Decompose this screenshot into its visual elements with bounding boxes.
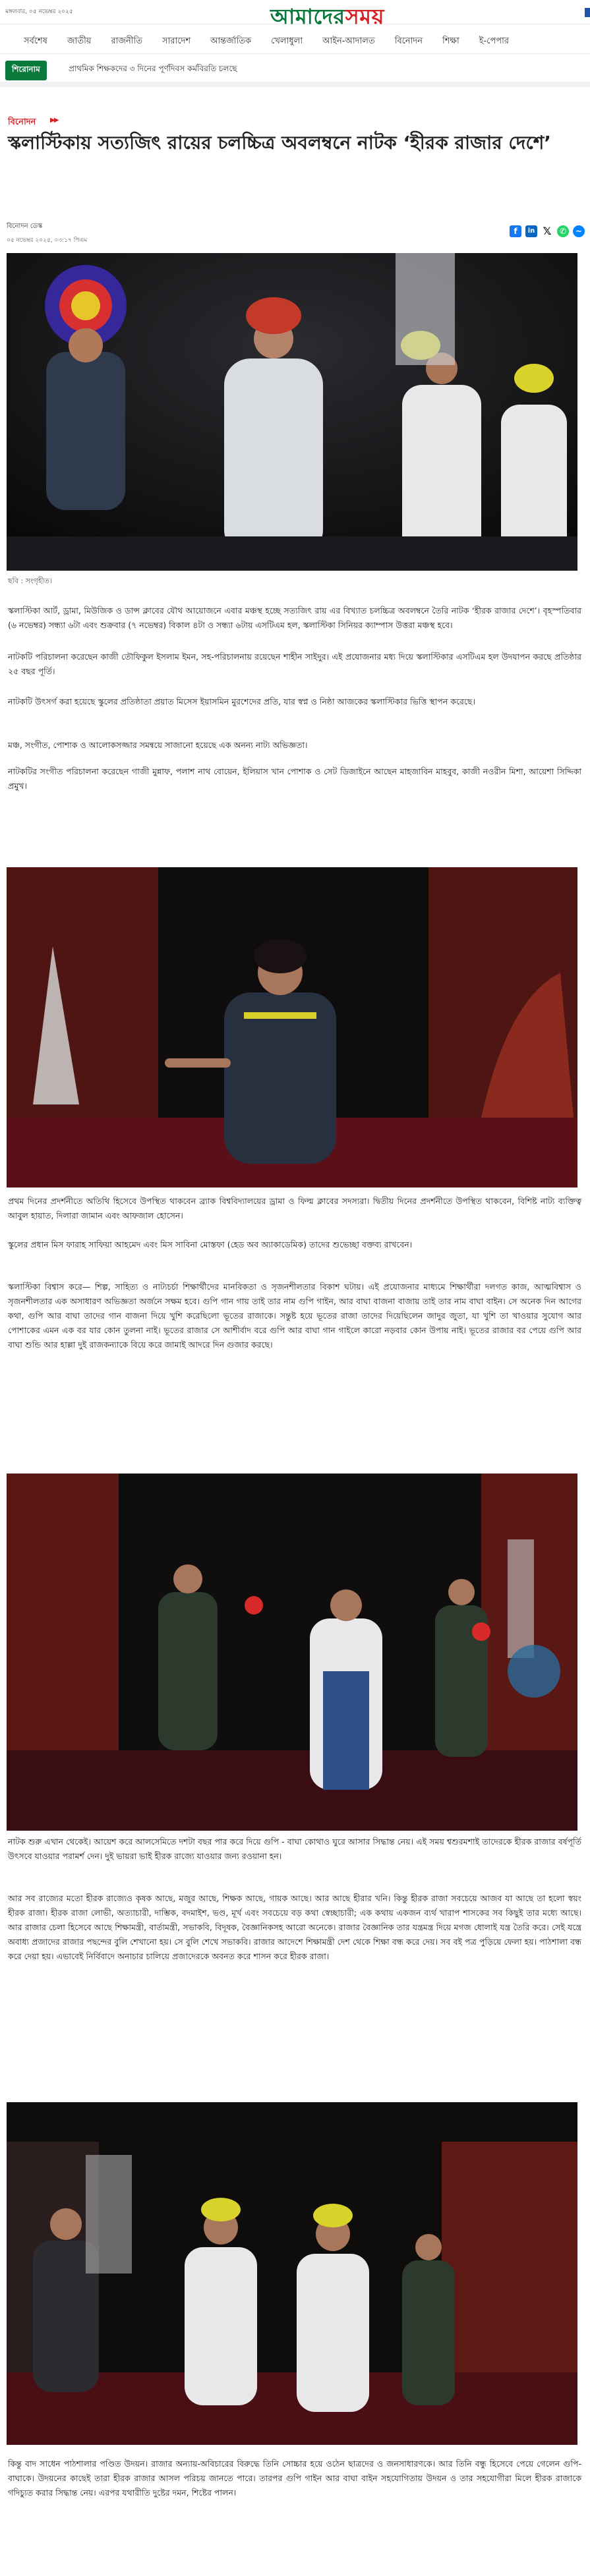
current-date: মঙ্গলবার, ০৫ নভেম্বর ২০২৫ (5, 9, 73, 15)
main-nav (0, 24, 590, 54)
nav-item-country[interactable]: সারাদেশ (162, 36, 191, 46)
double-arrow-icon: ▶▶ (50, 117, 58, 124)
paragraph-10: আর সব রাজ্যের মতো হীরক রাজ্যেও কৃষক আছে, মজুর আছে, শিক্ষক আছে, গায়ক আছে। আর আছে হীরার খনি। কিন্তু হীরক রাজা সবচেয়ে আজব যা আছে তা হলো স্বয়ং হীরক রাজা। হীরক রাজা লোভী, অত্যাচারী, দাম্ভিক, বদমাইশ, ভণ্ড, মূর্খ এবং সবচেয়ে বড় কথা স্বেচ্ছাচারী; এক কথায় একজন ব্যর্থ খারাপ শাসকের সব কিছুই তার মধ্যে আছে। আর রাজার চেলা হিসেবে আছে শিক্ষামন্ত্রী, বার্তামন্ত্রী, সভাকবি, বিদূষক, বৈজ্ঞানিকসহ আরো অনেকে। রাজার বৈজ্ঞানিক তার যন্ত্রমন্ত্র দিয়ে মগজ ধোলাই যন্ত্র তৈরি করে। সেই যন্ত্রে অবাধ্য প্রজাদের রাজার পছন্দের বুলি শেখানো হয়। সে বুলি শেখে সভাকবি। রাজার আদেশে শিক্ষামন্ত্রী দেশ থেকে শিক্ষা বন্ধ করে দেয়। সব বই পত্র পুড়িয়ে ফেলা হয়। পাঠশালা বন্ধ করে দেয়া হয়। এভাবেই নির্বিবাদে অনাচার চালিয়ে প্রজাদেরকে অবনত করে শাসন করে হীরক রাজা। (8, 1893, 581, 1961)
nav-item-international[interactable]: আন্তর্জাতিক (210, 36, 252, 46)
nav-item-law[interactable]: আইন-আদালত (322, 36, 375, 46)
nav-item-politics[interactable]: রাজনীতি (111, 36, 142, 46)
paragraph-7: স্কুলের প্রধান মিস ফারাহ সাফিয়া আহমেদ এবং মিস সাবিনা মোস্তফা (হেড অব অ্যাকাডেমিক) তাদের শুভেচ্ছা বক্তব্য রাখবেন। (8, 1240, 413, 1249)
article-photo-1 (7, 253, 577, 571)
breaking-news-bar (0, 54, 590, 83)
paragraph-8: স্কলাস্টিকা বিশ্বাস করে— শিল্প, সাহিত্য ও নাট্যচর্চা শিক্ষার্থীদের মানবিকতা ও সৃজনশীলতার বিকাশ ঘটায়। এই প্রযোজনার মাধ্যমে শিক্ষার্থীরা দলগত কাজ, আত্মবিশ্বাস ও সৃজনশীলতার এক অসাধারণ অভিজ্ঞতা অর্জনে সক্ষম হবে। গুপি গান গায় তাই তার নাম গুপি গাইন, আর বাঘা বাজনা বাজায় তাই তার নাম বাঘা বাইন। সে অনেক দিন আগের কথা, গুপি আর বাঘা তাদের গান বাজনা দিয়ে খুশি করেছিলো ভূতের রাজাকে। সন্তুষ্ট হয়ে ভূতের রাজা তাদের দিয়েছিলেন জাদুর জুতা, যা খুশি তা খাওয়ার সুযোগ আর পোশাকের এমন এক বর যার কোন তুলনা নাই। ভূতের রাজার সে আশীর্বাদ বরে গুপি আর বাঘা গান গাইলে কারো নড়বার কোন উপায় নাই। ভূতের রাজার বর পেয়ে গুপি আর বাঘা শুন্ডি আর হাল্লা দুই রাজকন্যাকে বিয়ে করে জামাই আদরে দিন গুজার করছে। (8, 1282, 581, 1350)
whatsapp-share-icon[interactable]: ✆ (557, 225, 569, 237)
facebook-share-icon[interactable]: f (510, 225, 521, 237)
article-photo-4 (7, 2102, 577, 2445)
paragraph-2: নাটকটি পরিচালনা করেছেন কাজী তৌফিকুল ইসলাম ইমন, সহ-পরিচালনায় রয়েছেন শাহীন সাইদুর। এই প্রযোজনার মধ্য দিয়ে স্কলাস্টিকার এসটিএম হল উদযাপন করছে প্রতিষ্ঠার ২৫ বছর পূর্তি। (8, 652, 581, 676)
stage-scene-3 (7, 1474, 577, 1831)
share-buttons (510, 225, 585, 237)
messenger-share-icon[interactable]: ~ (573, 225, 585, 237)
article-title: স্কলাস্টিকায় সত্যজিৎ রায়ের চলচ্চিত্র অবলম্বনে নাটক ‘হীরক রাজার দেশে’ (8, 132, 551, 154)
nav-item-education[interactable]: শিক্ষা (442, 36, 459, 46)
linkedin-share-icon[interactable]: in (525, 225, 537, 237)
paragraph-4: মঞ্চ, সংগীত, পোশাক ও আলোকসজ্জার সমন্বয়ে সাজানো হয়েছে এক অনন্য নাট্য অভিজ্ঞতা। (8, 740, 308, 750)
top-bar (0, 0, 590, 29)
breaking-tag: শিরোনাম (5, 61, 47, 80)
nav-item-latest[interactable]: সর্বশেষ (24, 36, 47, 46)
nav-item-national[interactable]: জাতীয় (67, 36, 92, 46)
paragraph-3: নাটকটি উৎসর্গ করা হয়েছে স্কুলের প্রতিষ্ঠাতা প্রয়াত মিসেস ইয়াসমিন মুরশেদের প্রতি, যার স্বপ্ন ও নিষ্ঠা আজকের স্কলাস্টিকার ভিত্তি স্থাপন করেছে। (8, 697, 475, 706)
section-name: বিনোদন (8, 117, 36, 127)
article-byline: বিনোদন ডেস্ক (7, 223, 43, 230)
stage-scene-4 (7, 2102, 577, 2445)
logo-part-1: আমাদের (270, 4, 345, 29)
breaking-headline[interactable]: প্রাথমিক শিক্ষকদের ৩ দিনের পূর্ণদিবস কর্মবিরতি চলছে (69, 64, 237, 73)
paragraph-5: নাটকটির সংগীত পরিচালনা করেছেন গাজী মুন্নাফ, পলাশ নাথ বোয়েন, ইলিয়াস খান পোশাক ও সেট ডিজাইনে আছেন মাহজাবিন মাহবুব, কাজী নওরীন মিশা, আয়েশা সিদ্দিকা প্রমুখ। (8, 766, 581, 791)
x-share-icon[interactable]: 𝕏 (541, 225, 553, 237)
paragraph-11: কিন্তু বাদ সাধেন পাঠশালার পণ্ডিত উদয়ন। রাজার অন্যায়-অবিচারের বিরুদ্ধে তিনি সোচ্চার হয়ে ওঠেন ছাত্রদের ও জনসাধারণকে। আর তিনি বন্ধু হিসেবে পেয়ে গেলেন গুপি-বাঘাকে। উদয়নের কাছেই তারা হীরক রাজার আসল পরিচয় জানতে পারে। তারপর গুপি গাইন আর বাঘা বাইন সহযোগিতায় উদয়ন ও তার সহযোগীরা মিলে হীরক রাজাকে গদিচ্যুত করার সিদ্ধান্ত নেয়। এরপর যথারীতি দুষ্টের দমন, শিষ্টের পালন। (8, 2459, 581, 2498)
stage-scene-1 (7, 253, 577, 571)
article-photo-2 (7, 867, 577, 1188)
paragraph-6: প্রথম দিনের প্রদর্শনীতে অতিথি হিসেবে উপস্থিত থাকবেন ব্র্যাক বিশ্ববিদ্যালয়ের ড্রামা ও ফিল্ম ক্লাবের সদস্যরা। দ্বিতীয় দিনের প্রদর্শনীতে উপস্থিত থাকবেন, বিশিষ্ট নাট্য ব্যক্তিত্ব আবুল হায়াত, দিলারা জামান এবং আফজাল হোসেন। (8, 1196, 581, 1220)
nav-item-sports[interactable]: খেলাধুলা (271, 36, 303, 46)
divider (0, 82, 590, 87)
stage-scene-2 (7, 867, 577, 1188)
paragraph-9: নাটক শুরু এখান থেকেই। আয়েশ করে আলসেমিতে দশটা বছর পার করে দিয়ে গুপি - বাঘা কোথাও ঘুরে আসার সিদ্ধান্ত নেয়। এই সময় শ্বশুরমশাই তাদেরকে হীরক রাজার বর্ষপূর্তি উৎসবে যাওয়ার পরামর্শ দেন। দুই ভায়রা ভাই হীরক রাজ্যে যাওয়ার জন্য রওয়ানা হন। (8, 1837, 581, 1861)
facebook-icon[interactable] (585, 8, 590, 17)
paragraph-1: স্কলাস্টিকা আর্ট, ড্রামা, মিউজিক ও ডান্স ক্লাবের যৌথ আয়োজনে এবার মঞ্চস্থ হচ্ছে সত্যজিৎ রায় এর বিখ্যাত চলচ্চিত্র অবলম্বনে তৈরি নাটক ‘হীরক রাজার দেশে’। বৃহস্পতিবার (৬ নভেম্বর) সন্ধ্যা ৬টা এবং শুক্রবার (৭ নভেম্বর) বিকাল ৪টা ও সন্ধ্যা ৬টায় এসটিএম হল, স্কলাস্টিকা সিনিয়র ক্যাম্পাস উত্তরা মঞ্চস্থ হবে। (8, 606, 581, 630)
article-date: ০৫ নভেম্বর ২০২৫, ০৩:১৭ পিএম (7, 237, 88, 244)
nav-item-epaper[interactable]: ই-পেপার (479, 36, 510, 46)
nav-item-entertainment[interactable]: বিনোদন (394, 36, 423, 46)
section-label[interactable] (8, 116, 58, 130)
logo-part-2: সময় (345, 4, 384, 29)
article-photo-3 (7, 1474, 577, 1831)
photo-caption: ছবি : সংগৃহীত। (8, 577, 52, 585)
